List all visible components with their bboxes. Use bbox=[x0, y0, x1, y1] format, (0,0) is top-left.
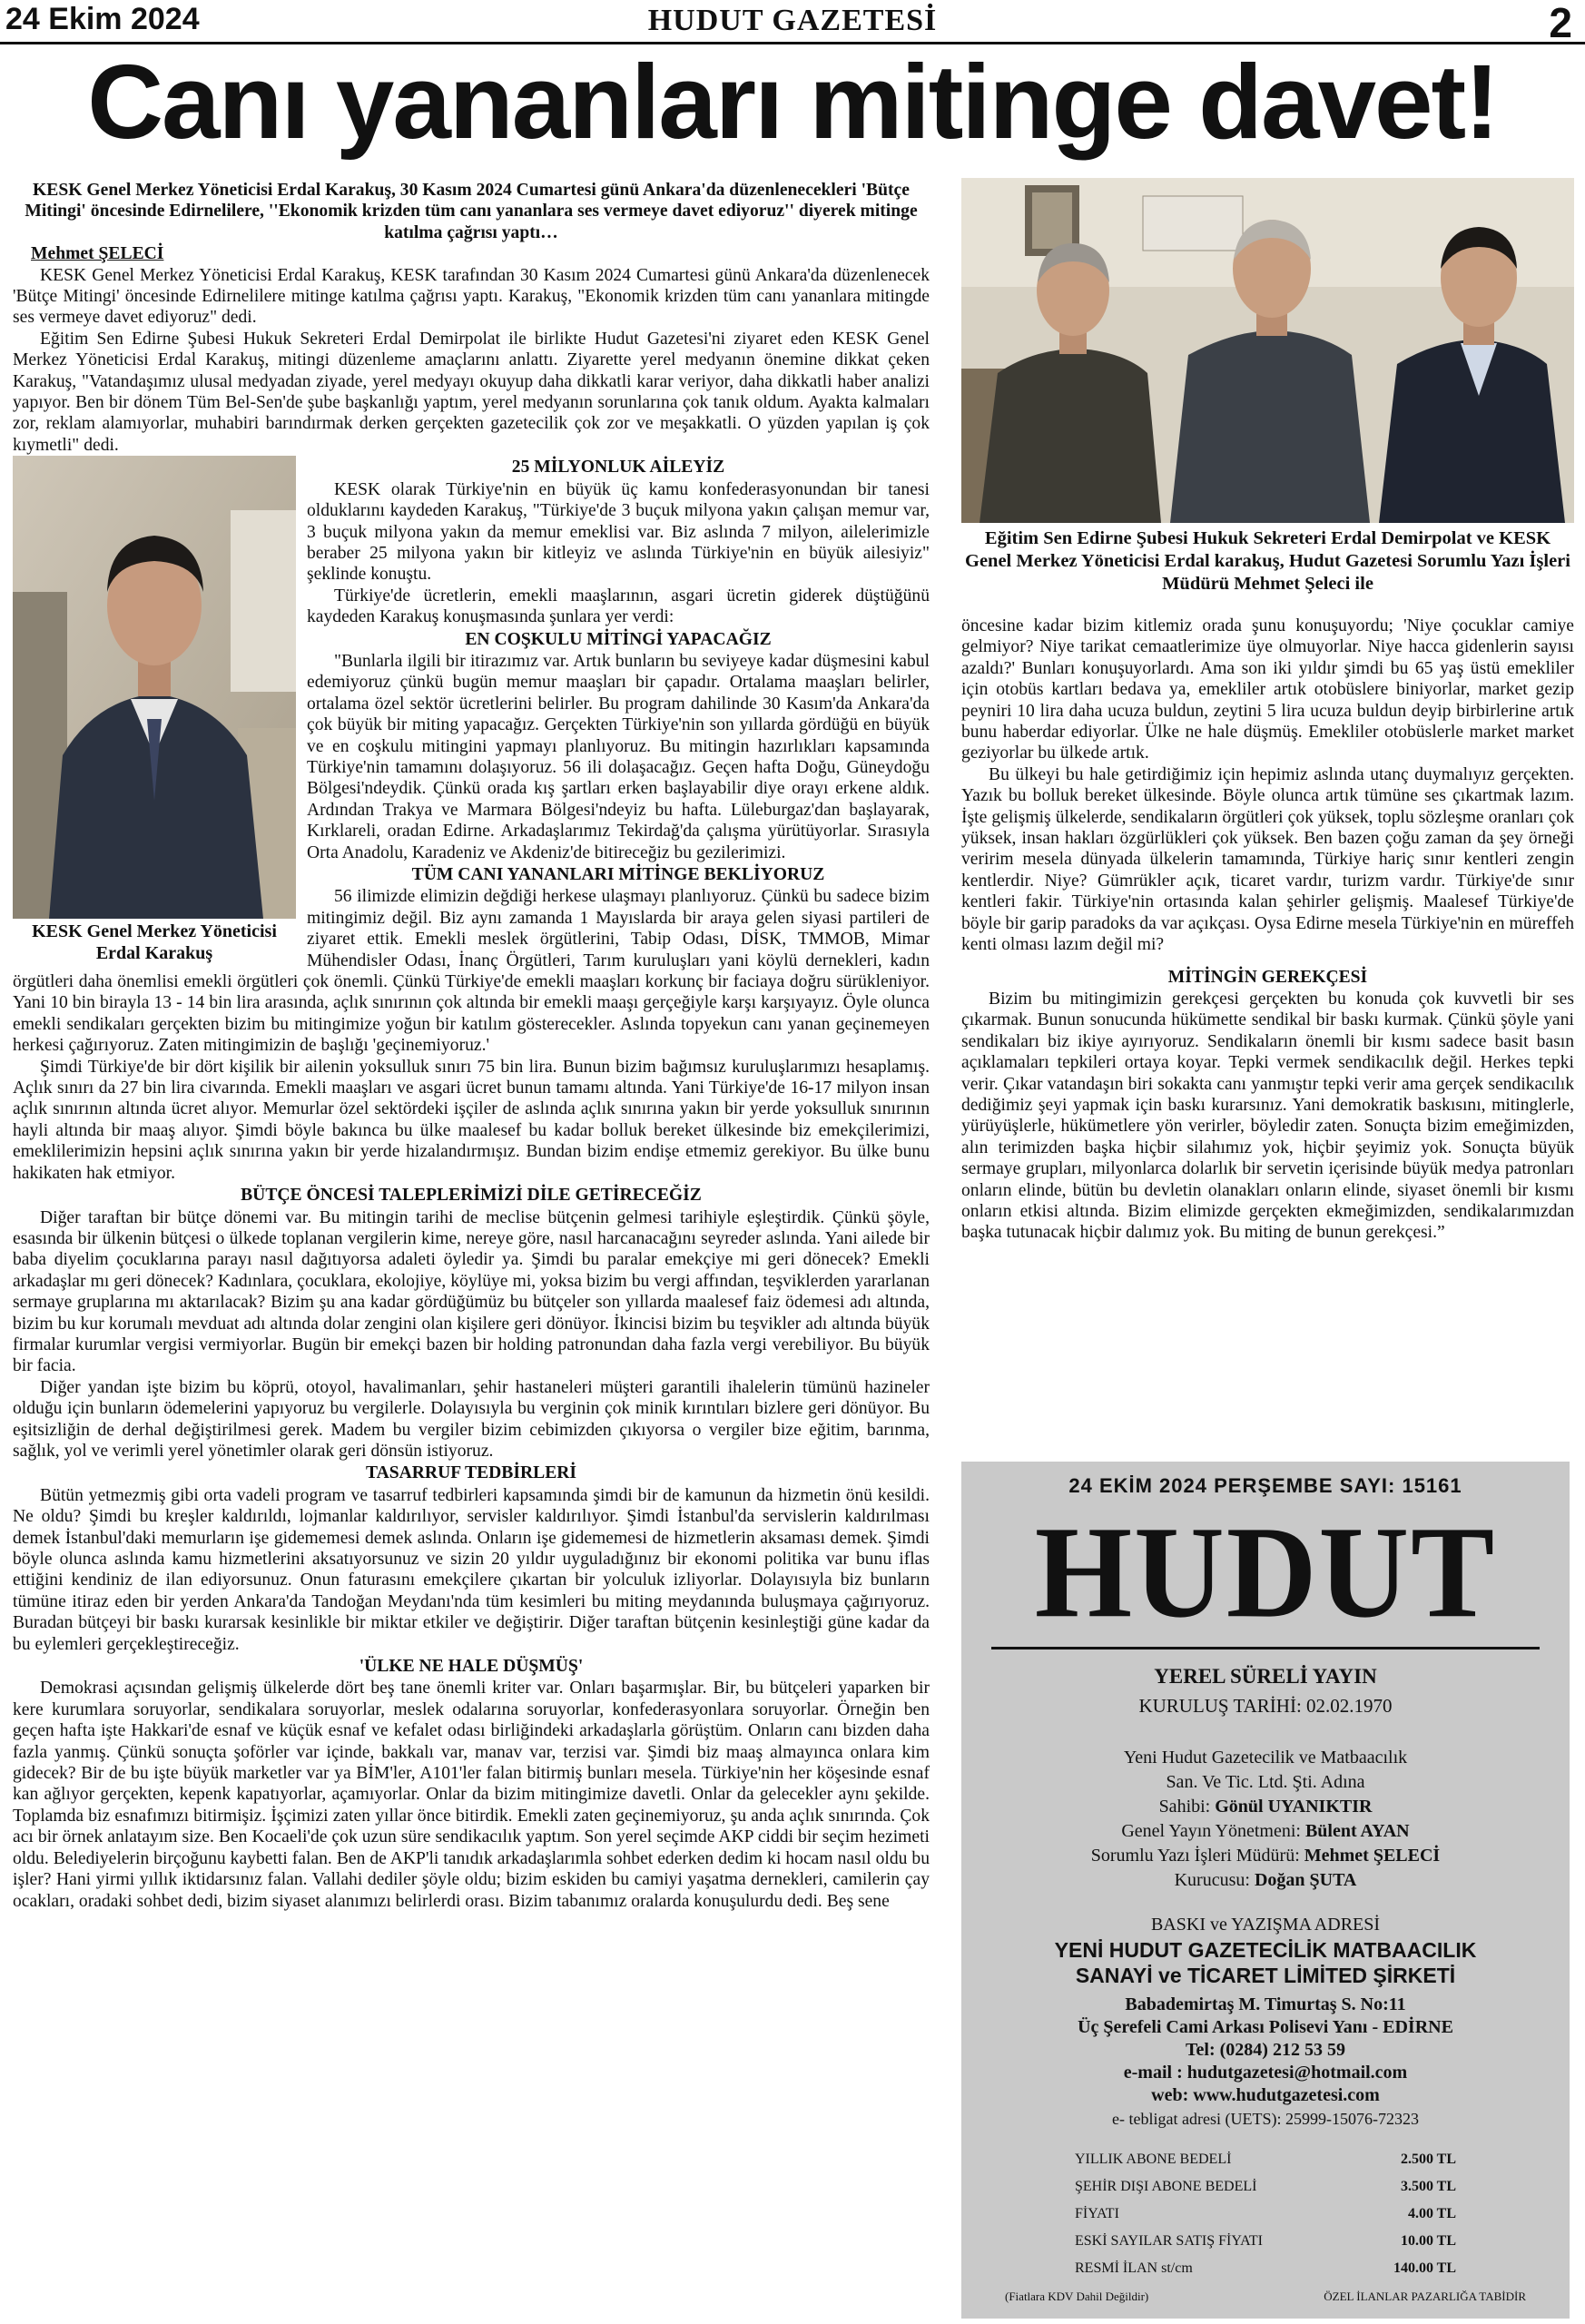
section-paragraph: Diğer taraftan bir bütçe dönemi var. Bu mitingin tarihi de meclise bütçenin gelmesi tarihiyle eşleştirdik. Çünkü şöyle, esasında bir ülkenin bütçesi o ülkede toplanan vergilerin kime, nereye göre, nasıl harcanacağını seyreder aslında. Yani ailede bir baba diyelim çocuklarına parayı nasıl dağıtıyorsa adaleti öyledir ya. Şimdi bu paralar emekçiye mi geri dönecek? Emekli arkadaşlar mı geri dönecek? Kadınlara, çocuklara, ekolojiye, köylüye mi, yoksa bizim bu vergi affından, teşviklerden yararlanan sermaye gruplarına mı aktarılacak? Bizim şu ana kadar gördüğümüz bu bütçeler son yıllarda maalesef faiz ödemesi adı altında, bizim bu kur korumalı mevduat adı altında dolar zengini olan kişilere geri dönüyor. İkincisi bizim bu teşvikler adı altında büyük firmalar kurumlar vergisi vermiyorlar. Bugün bir emekçi bazen bir holding patronundan daha fazla vergi verebiliyor. Bu büyük bir facia. bbox=[13, 1207, 930, 1376]
publisher-line: San. Ve Tic. Ltd. Şti. Adına bbox=[1166, 1772, 1365, 1792]
masthead-yerel: YEREL SÜRELİ YAYIN bbox=[1154, 1665, 1377, 1688]
managing-editor-line: Sorumlu Yazı İşleri Müdürü: Mehmet ŞELECİ bbox=[1090, 1846, 1441, 1866]
section-paragraph: Şimdi Türkiye'de bir dört kişilik bir ailenin yoksulluk sınırı 75 bin lira. Bunun bizim bağımsız kuruluşlarımızı hesaplamış. Açlık sınırı da 27 bin lira civarında. Emekli maaşları ve asgari ücret bunun tamamı altında. Yani Türkiye'de 16-17 milyon insan açlık sınırının altında ücret alıyor. Memurlar özel sektördeki işçiler de aslında açlık sınırına yakın bir yerde yoksulluk sınırının hayli altında bir maaş alıyor. Şimdi böyle bakınca bu ülke maalesef bu kadar bolluk bereket ülkesinde biz emekçilerimizi, emeklilerimizin hepsini açlık sınırına yakın bir yerde hizalandırmışız. Bundan bizim endişe etmemiz gerekiyor. Bu ülke bunu hakikaten hak etmiyor. bbox=[13, 1057, 930, 1183]
section-paragraph: Bizim bu mitingimizin gerekçesi gerçekten bu konuda çok kuvvetli bir ses çıkarmak. Bunun sonucunda hükümette sendikal bir baskı kurmak. Çünkü şöyle yani sendikaları biz ikiye ayırıyoruz. Sendikaların önemli bir kısmı sadece basit basın açıklamaları tepkileri ortaya koyar. Tepki vermek sendikacılık değil. Herkes tepki verir. Çıkar vatandaşın biri sokakta canı yanmıştır tepki verir ama gerçek sendikacılık dediğimiz şeyi yapmak için baskı kurarsınız. Yani demokratik baskısını, mitinglerle, yürüyüşlerle, hükümetlere yön verirler, böyledir zaten. Sonuçta bizim emeğimizden, alın terimizden başka hiçbir silahımız yok, hiçbir şeyimiz yok. Sonuçta büyük sermaye grupları, milyonlarca dolarlık bir servetin içerisinde büyük medya patronları onların elinde, bütün bu devletin olanakları onların elinde, siyaset önemli bir kısmı onların etkisi altında. Bizim elimizde gerçekten ekmeğimizden, sendikalarımızdan başka tutunacak hiçbir dalımız yok. Bu miting de bunun gerekçesi.” bbox=[961, 989, 1574, 1243]
price-row: FİYATI 4.00 TL bbox=[1075, 2206, 1456, 2221]
masthead-issue-line: 24 EKİM 2024 PERŞEMBE SAYI: 15161 bbox=[1068, 1474, 1462, 1497]
section-paragraph: "Bunlarla ilgili bir itirazımız var. Artık bunların bu seviyeye kadar düşmesini kabul edemiyoruz çünkü bugün memur maaşları bir çapadır. Ortalama maaşları belirler, ortalama özel sektör ücretlerini belirler. Bu program dahilinde 30 Kasım'da Ankara'da çok büyük bir miting yapacağız. Gerçekten Türkiye'nin son yıllarda gördüğü en büyük ve en coşkulu mitingini yapmayı planlıyoruz. Bu mitingin hazırlıkları kapsamında Türkiye'nin tamamını dolaşıyoruz. 56 ili dolaşacağız. Geçen hafta Doğu, Güneydoğu Bölgesi'ndeydik. Çünkü orada kış şartları erken başlayabilir diye orayı erkene aldık. Ardından Trakya ve Marmara Bölgesi'ndeyiz bu hafta. Lüleburgaz'dan başlayarak, Kırklareli, oradan Edirne. Arkadaşlarımız Tekirdağ'da çalışma yürütüyorlar. Sırasıyla Orta Anadolu, Karadeniz ve Akdeniz'de bitireceğiz bu gezilerimizi. bbox=[307, 651, 930, 862]
section-paragraph: Diğer yandan işte bizim bu köprü, otoyol, havalimanları, şehir hastaneleri müşteri garantili ihalelerin tümünü hazineler olduğu için bunların ödemelerini yapıyoruz bu vergilerle. Dolayısıyla bu verginin çok minik kırıntıları bizlere geri dönüyor. Bu eşitsizliğin de derhal değiştirilmesi gerek. Madem bu vergiler bizim cebimizden çıkıyorsa o vergiler bize eğitim, barınma, sağlık, yol ve verimli yerel yönetimler olarak geri dönsün istiyoruz. bbox=[13, 1377, 930, 1461]
newspaper-name: HUDUT GAZETESİ bbox=[647, 4, 938, 37]
editor-in-chief-line: Genel Yayın Yönetmeni: Bülent AYAN bbox=[1121, 1821, 1410, 1841]
masthead-publisher bbox=[961, 1746, 1570, 1893]
masthead-box bbox=[961, 1462, 1570, 2319]
portrait-caption: KESK Genel Merkez Yöneticisi Erdal Karakuş bbox=[32, 921, 277, 964]
group-photo bbox=[961, 178, 1574, 523]
email: e-mail : hudutgazetesi@hotmail.com bbox=[1123, 2063, 1408, 2083]
vat-note: (Fiatlara KDV Dahil Değildir) bbox=[1005, 2290, 1149, 2303]
section-title: TASARRUF TEDBİRLERİ bbox=[365, 1463, 577, 1483]
address-line: Üç Şerefeli Cami Arkası Polisevi Yanı - EDİRNE bbox=[1078, 2017, 1453, 2037]
article-right-column bbox=[961, 615, 1574, 1244]
masthead-logo: HUDUT bbox=[1034, 1499, 1497, 1645]
address-line: Babademirtaş M. Timurtaş S. No:11 bbox=[1125, 1994, 1406, 2014]
headline: Canı yananları mitinge davet! bbox=[87, 43, 1498, 161]
address-title: BASKI ve YAZIŞMA ADRESİ bbox=[1150, 1915, 1381, 1935]
ads-note: ÖZEL İLANLAR PAZARLIĞA TABİDİR bbox=[1324, 2290, 1526, 2303]
portrait-image bbox=[13, 456, 296, 919]
issue-date: 24 Ekim 2024 bbox=[5, 2, 200, 36]
founder-line: Kurucusu: Doğan ŞUTA bbox=[1174, 1870, 1357, 1890]
intro-paragraph: Eğitim Sen Edirne Şubesi Hukuk Sekreteri Erdal Demirpolat ile birlikte Hudut Gazetesi'ni ziyaret eden KESK Genel Merkez Yöneticisi Erdal Karakuş, mitingi düzenleme amaçlarını anlattı. Ziyarette yerel medyanın önemine dikkat çeken Karakuş, "Vatandaşımız ulusal medyadan ziyade, yerel medyayı okuyup daha dikkatli karar veriyor, daha dikkatli haber analizi yapıyor. Ben bir dönem Tüm Bel-Sen'de şube başkanlığı yaptım, yerel medyanın sorunlarına çok tanık oldum. Ayakta kalmaları zor, reklam alamıyorlar, muhabiri barındırmak derken gerçekten gazetecilik çok zor ve meşakkatli. O yüzden yapılan iş çok kıymetli" dedi. bbox=[13, 329, 930, 455]
page-number: 2 bbox=[1549, 0, 1572, 46]
company-name: SANAYİ ve TİCARET LİMİTED ŞİRKETİ bbox=[1075, 1964, 1456, 1987]
price-row: RESMİ İLAN st/cm 140.00 TL bbox=[1075, 2260, 1456, 2276]
masthead-footnote bbox=[961, 2284, 1570, 2309]
publisher-line: Yeni Hudut Gazetecilik ve Matbaacılık bbox=[1123, 1748, 1408, 1768]
price-list bbox=[1075, 2146, 1456, 2282]
phone: Tel: (0284) 212 53 59 bbox=[1186, 2040, 1345, 2060]
price-row: ŞEHİR DIŞI ABONE BEDELİ 3.500 TL bbox=[1075, 2179, 1456, 2194]
section-paragraph: Türkiye'de ücretlerin, emekli maaşlarının, asgari ücretin giderek düştüğünü kaydeden Karakuş konuşmasında şunlara yer verdi: bbox=[307, 586, 930, 627]
group-photo-image bbox=[961, 178, 1574, 523]
price-row: YILLIK ABONE BEDELİ 2.500 TL bbox=[1075, 2152, 1456, 2167]
page-header bbox=[0, 0, 1585, 44]
section-paragraph: 56 ilimizde elimizin değdiği herkese ulaşmayı planlıyoruz. Çünkü bu sadece bizim mitingimiz değil. Biz aynı zamanda 1 Mayıslarda bir araya gelen siyasi partileri de ziyaret ettik. Emekli meslek örgütlerini, Tabip Odası, DİSK, TMMOB, Mimar Mühendisler Odası, İnanç Örgütleri, Tarım kuruluşları yani köylü dernekleri, kadın örgütleri daha önemlisi emekli örgütleri çok önemli. Çünkü Türkiye'de emekli maaşları korkunç bir faciaya doğru sürükleniyor. Yani 10 bin birayla 13 - 14 bin lira arasında, açlık sınırının çok altında bir emekli maaşı gerçeğiyle karşı karşıyayız. Öyle olunca emekli sendikaları gerçekten bizim bu mitingimize yoğun bir katılım gösterecekler. Aslında topyekun canı yanan geçinemeyen herkesi çağırıyoruz. Zaten mitingimizin de başlığı 'geçinemiyoruz.' bbox=[13, 887, 930, 1056]
section-title: EN COŞKULU MİTİNGİ YAPACAĞIZ bbox=[465, 629, 772, 649]
group-photo-caption: Eğitim Sen Edirne Şubesi Hukuk Sekreteri Erdal Demirpolat ve KESK Genel Merkez Yöneticisi Erdal karakuş, Hudut Gazetesi Sorumlu Yazı İşleri Müdürü Mehmet Şeleci ile bbox=[965, 528, 1570, 594]
owner-line: Sahibi: Gönül UYANIKTIR bbox=[1158, 1797, 1373, 1817]
section-paragraph: KESK olarak Türkiye'nin en büyük üç kamu konfederasyonundan bir tanesi olduklarını kaydeden Karakuş, "Türkiye'de 3 buçuk milyona yakın çalışan memur var, 3 buçuk milyona yakın da memur emeklisi var. Biz aslında 7 milyon, ailelerimizle beraber 25 milyona yakın bir kitleyiz ve aslında Türkiye'nin en büyük ailesiyiz" şeklinde konuştu. bbox=[307, 479, 930, 585]
section-title: MİTİNGİN GEREKÇESİ bbox=[1167, 967, 1368, 987]
section-title: BÜTÇE ÖNCESİ TALEPLERİMİZİ DİLE GETİRECEĞİZ bbox=[241, 1186, 702, 1206]
section-title: 25 MİLYONLUK AİLEYİZ bbox=[511, 458, 725, 478]
section-paragraph: Demokrasi açısından gelişmiş ülkelerde dört beş tane önemli kriter var. Onları başarmışlar. Bir, bu bütçeleri yaparken bir kere kurumlara soruyorlar, sendikalara soruyorlar, meslek odalarına soruyorlar, konfederasyonlara soruyorlar. Örneğin ben geçen hafta işte Hakkari'de esnaf ve küçük esnaf ve kefalet odası birliğindeki arkadaşlarla görüştüm. Onların canı bizden daha fazla yanmış. Çünkü sonuçta şoförler var içinde, bakkalı var, manav var, terzisi var. Şimdi biz maaş almayınca onlara kim gidecek? Bir de bu işte büyük marketler var ya BİM'ler, A101'ler falan bitirmiş bunları mesela. Türkiye'nin her köşesinde esnaf kan ağlıyor gerçekten, kepenk kapatıyorlar, açamıyorlar. Onlar da bizim mitingimize davetli. Onlar da gelecekler aynı şekilde. Toplamda biz esnafımızı bitirmişiz. İşçimizi zaten yıllar önce bitirdik. Emekli zaten geçinemiyoruz, şu anda açlık sınırında. Çok acı bir örnek anlatayım size. Ben Kocaeli'de çok uzun süre sendikacılık yaptım. Son yerel seçimde AKP ciddi bir seçim hezimeti oldu. Belediyelerin birçoğunu kaybetti falan. Ben de AKP'li tanıdık arkadaşlarımla sohbet ederken dedim ki hocam nasıl oldu bu işler? Hani yirmi yıllık iktidarsınız falan. Vallahi dediler şöyle oldu; bizim eskiden bu camiyi yaşatma dernekleri, camilerin çay ocakları, oradaki sohbet dedi, bizim siyaset alanımızı belirlerdi orası. Bizim tabanımız oralarda konuşulurdu dedi. Beş sene bbox=[13, 1679, 930, 1911]
website: web: www.hudutgazetesi.com bbox=[1151, 2085, 1380, 2105]
masthead-founding-date: KURULUŞ TARİHİ: 02.02.1970 bbox=[1138, 1695, 1393, 1717]
uets-address: e- tebligat adresi (UETS): 25999-15076-72323 bbox=[1112, 2110, 1419, 2128]
section-title: 'ÜLKE NE HALE DÜŞMÜŞ' bbox=[359, 1657, 584, 1677]
intro-paragraph: KESK Genel Merkez Yöneticisi Erdal Karakuş, KESK tarafından 30 Kasım 2024 Cumartesi günü Ankara'da düzenlenecek 'Bütçe Mitingi' öncesinde Edirnelilere mitinge katılma çağrısı yaptı. Karakuş, "Ekonomik krizden tüm canı yananlara mitingde ses vermeye davet ediyoruz" dedi. bbox=[13, 265, 930, 328]
section-paragraph: Bu ülkeyi bu hale getirdiğimiz için hepimiz aslında utanç duymalıyız gerçekten. Yazık bu bolluk bereket ülkesinde. Böyle olunca artık tümüne ses çıkartmak lazım. İşte gelişmiş ülkelerde, sendikaların örgütleri çok yüksek, toplu sözleşme oranları çok yüksek, insan hakları özgürlükleri çok yüksek. Ben bazen çoğu zaman da şey örneği veririm mesela dünyada ülkelerin tamamında, Türkiye hariç sınır kentleri zengin kentlerdir. Niye? Gümrükler açık, ticaret vardır, turizm vardır. Türkiye'de sınır kentleri fakir. Türkiye'nin ortasında kalan şehirler gelişmiş. Maalesef Türkiye'de böyle bir garip paradoks da var açıkçası. Oysa Edirne mesela Türkiye'nin en müreffeh kenti olması lazım değil mi? bbox=[961, 764, 1574, 955]
section-paragraph: öncesine kadar bizim kitlemiz orada şunu konuşuyordu; 'Niye çocuklar camiye gelmiyor? Niye tarikat cemaatlerimize üye olmuyorlar. Niye hacca gidenlerin sayısı azaldı?' Bunları konuşuyorlardı. Ama son iki yıldır şimdi bu 65 yaş üstü emekliler için otobüs kartları bedava ya, emekliler artık otobüslere biniyorlar, market gezip peyniri 10 lira daha ucuza buldun, zeytini 5 lira ucuza buldun deyip birbirlerine artık bunu haberdar ediyorlar. Ülke ne hale düşmüş. Emekliler otobüslerle market market geziyorlar bu ülkede artık. bbox=[961, 616, 1574, 763]
article-left-column bbox=[13, 180, 930, 1912]
price-row: ESKİ SAYILAR SATIŞ FİYATI 10.00 TL bbox=[1075, 2233, 1456, 2249]
article-lead: KESK Genel Merkez Yöneticisi Erdal Karakuş, 30 Kasım 2024 Cumartesi günü Ankara'da düzenlenecekleri 'Bütçe Mitingi' öncesinde Edirnelilere, ''Ekonomik krizden tüm canı yananlara ses vermeye davet ediyoruz'' diyerek mitinge katılma çağrısı yaptı… bbox=[25, 181, 918, 242]
masthead-rule bbox=[991, 1647, 1540, 1649]
section-paragraph: Bütün yetmezmiş gibi orta vadeli program ve tasarruf tedbirleri kapsamında şimdi bir de kamunun da hizmetin önü kesildi. Ne oldu? Şimdi bu kreşler kaldırıldı, lojmanlar kaldırılıyor, servisler kaldırılıyor. Şimdi İstanbul'da servislerin kaldırılması demek İstanbul'daki memurların işe gidememesi demek aslında. Onların işe gidememesi de hizmetlerin aksaması demek. Şimdi böyle olunca aslında kamu hizmetlerini aksatıyorsunuz ve sizin 20 yıldır uyguladığınız bir ekonomi politika var bunu iflas ettiğini kendiniz de ilan ediyorsunuz. Onun faturasını emekçilere çıkartan bir yolculuk izliyorlar. Dolayısıyla biz bunların tümüne itiraz eden bir yerden Ankara'da Tandoğan Meydanı'nda tüm kesimleri bu miting meydanında buluşmaya çağırıyoruz. Buradan bütçeyi bir baskı kurarsak kesinlikle bir miktar etkiler ve değiştirir. Diğer taraftan bütçenin kesinleştiği güne kadar da bu eylemleri gerçekleştireceğiz. bbox=[13, 1485, 930, 1654]
byline: Mehmet ŞELECİ bbox=[31, 244, 164, 264]
portrait-photo bbox=[13, 456, 296, 919]
company-name: YENİ HUDUT GAZETECİLİK MATBAACILIK bbox=[1054, 1938, 1477, 1962]
section-title: TÜM CANI YANANLARI MİTİNGE BEKLİYORUZ bbox=[411, 865, 825, 884]
masthead-address-block bbox=[961, 1913, 1570, 2132]
